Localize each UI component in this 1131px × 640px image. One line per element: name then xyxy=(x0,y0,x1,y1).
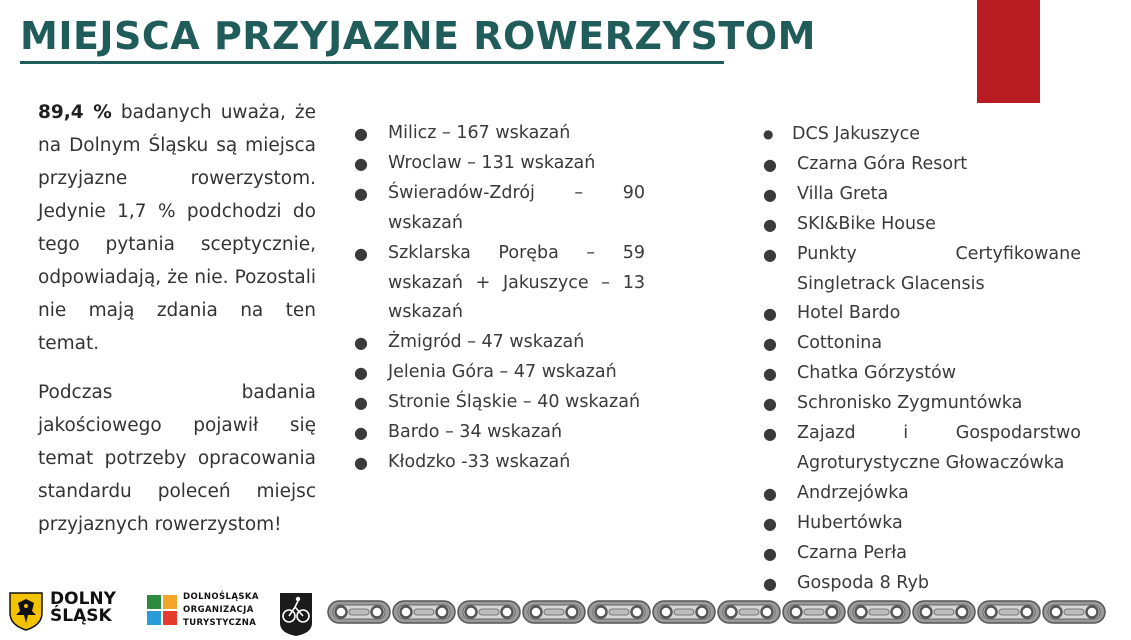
bullet-icon: ● xyxy=(763,483,777,503)
bullet-icon: ● xyxy=(763,244,777,264)
dolny-slask-crest-icon xyxy=(8,591,44,631)
intro-paragraph-2: Podczas badania jakościowego pojawił się temat potrzeby opracowania standardu poleceń miejsc przyjaznych rowerzystom! xyxy=(38,382,316,535)
venues-list xyxy=(763,120,1081,599)
list-item: ● Zajazd i Gospodarstwo Agroturystyczne Głowaczówka xyxy=(763,419,1081,479)
footer-logos xyxy=(0,585,1131,640)
dot-logo-text: DOLNOŚLĄSKA ORGANIZACJA TURYSTYCZNA xyxy=(183,592,259,628)
bullet-icon: ● xyxy=(763,543,777,563)
list-item: ● Szklarska Poręba – 59 wskazań + Jakuszyce – 13 wskazań xyxy=(354,239,645,329)
bullet-icon: ● xyxy=(354,124,368,143)
bike-chain-decoration xyxy=(327,597,1112,627)
intro-text xyxy=(38,96,316,541)
list-item: ● Wroclaw – 131 wskazań xyxy=(354,149,645,179)
list-item: ● Hotel Bardo xyxy=(763,299,1081,329)
bullet-icon: ● xyxy=(763,214,777,234)
bullet-icon: ● xyxy=(763,364,777,384)
list-item: ● SKI&Bike House xyxy=(763,210,1081,240)
list-item: ● Gospoda 8 Ryb xyxy=(763,569,1081,599)
bullet-icon: ● xyxy=(763,184,777,204)
list-item: ● Milicz – 167 wskazań xyxy=(354,119,645,149)
title-underline xyxy=(20,61,724,64)
red-accent-block xyxy=(977,0,1040,103)
bullet-icon: ● xyxy=(763,304,777,324)
bullet-icon: ● xyxy=(763,424,777,444)
list-item: ● Punkty Certyfikowane Singletrack Glacensis xyxy=(763,240,1081,300)
bullet-icon: ● xyxy=(354,363,368,383)
list-item: ● Chatka Górzystów xyxy=(763,359,1081,389)
bullet-icon: ● xyxy=(354,153,368,173)
bullet-icon: ● xyxy=(763,334,777,354)
bullet-icon: ● xyxy=(354,452,368,472)
list-item: ● Jelenia Góra – 47 wskazań xyxy=(354,358,645,388)
bullet-icon: ● xyxy=(763,573,777,593)
bullet-icon: ● xyxy=(354,243,368,263)
list-item: ● Cottonina xyxy=(763,329,1081,359)
list-item: ● Kłodzko -33 wskazań xyxy=(354,448,645,478)
list-item: ● Czarna Perła xyxy=(763,539,1081,569)
list-item: ● Villa Greta xyxy=(763,180,1081,210)
list-item: ● Żmigród – 47 wskazań xyxy=(354,328,645,358)
cyclist-badge-icon xyxy=(276,589,316,637)
bullet-icon: ● xyxy=(763,127,774,141)
bullet-icon: ● xyxy=(354,333,368,353)
bullet-icon: ● xyxy=(354,423,368,443)
list-item: ● Schronisko Zygmuntówka xyxy=(763,389,1081,419)
list-item: ● Stronie Śląskie – 40 wskazań xyxy=(354,388,645,418)
dolny-slask-logo-text: DOLNY ŚLĄSK xyxy=(50,589,116,626)
list-item: ● Świeradów-Zdrój – 90 wskazań xyxy=(354,179,645,239)
bullet-icon: ● xyxy=(354,183,368,203)
bullet-icon: ● xyxy=(763,513,777,533)
intro-paragraph-1-text: badanych uważa, że na Dolnym Śląsku są miejsca przyjazne rowerzystom. Jedynie 1,7 % podchodzi do tego pytania sceptycznie, odpowiadają, że nie. Pozostali nie mają zdania na ten temat. xyxy=(38,102,316,354)
places-list xyxy=(354,119,645,478)
bullet-icon: ● xyxy=(354,393,368,413)
dot-logo-icon xyxy=(145,593,179,627)
bullet-icon: ● xyxy=(763,394,777,414)
list-item: ● Czarna Góra Resort xyxy=(763,150,1081,180)
bullet-icon: ● xyxy=(763,154,777,174)
page-title: MIEJSCA PRZYJAZNE ROWERZYSTOM xyxy=(20,14,816,58)
intro-paragraph-1 xyxy=(38,96,316,360)
list-item: ● DCS Jakuszyce xyxy=(763,120,1081,150)
survey-percentage: 89,4 % xyxy=(38,102,112,123)
list-item: ● Andrzejówka xyxy=(763,479,1081,509)
list-item: ● Hubertówka xyxy=(763,509,1081,539)
list-item: ● Bardo – 34 wskazań xyxy=(354,418,645,448)
